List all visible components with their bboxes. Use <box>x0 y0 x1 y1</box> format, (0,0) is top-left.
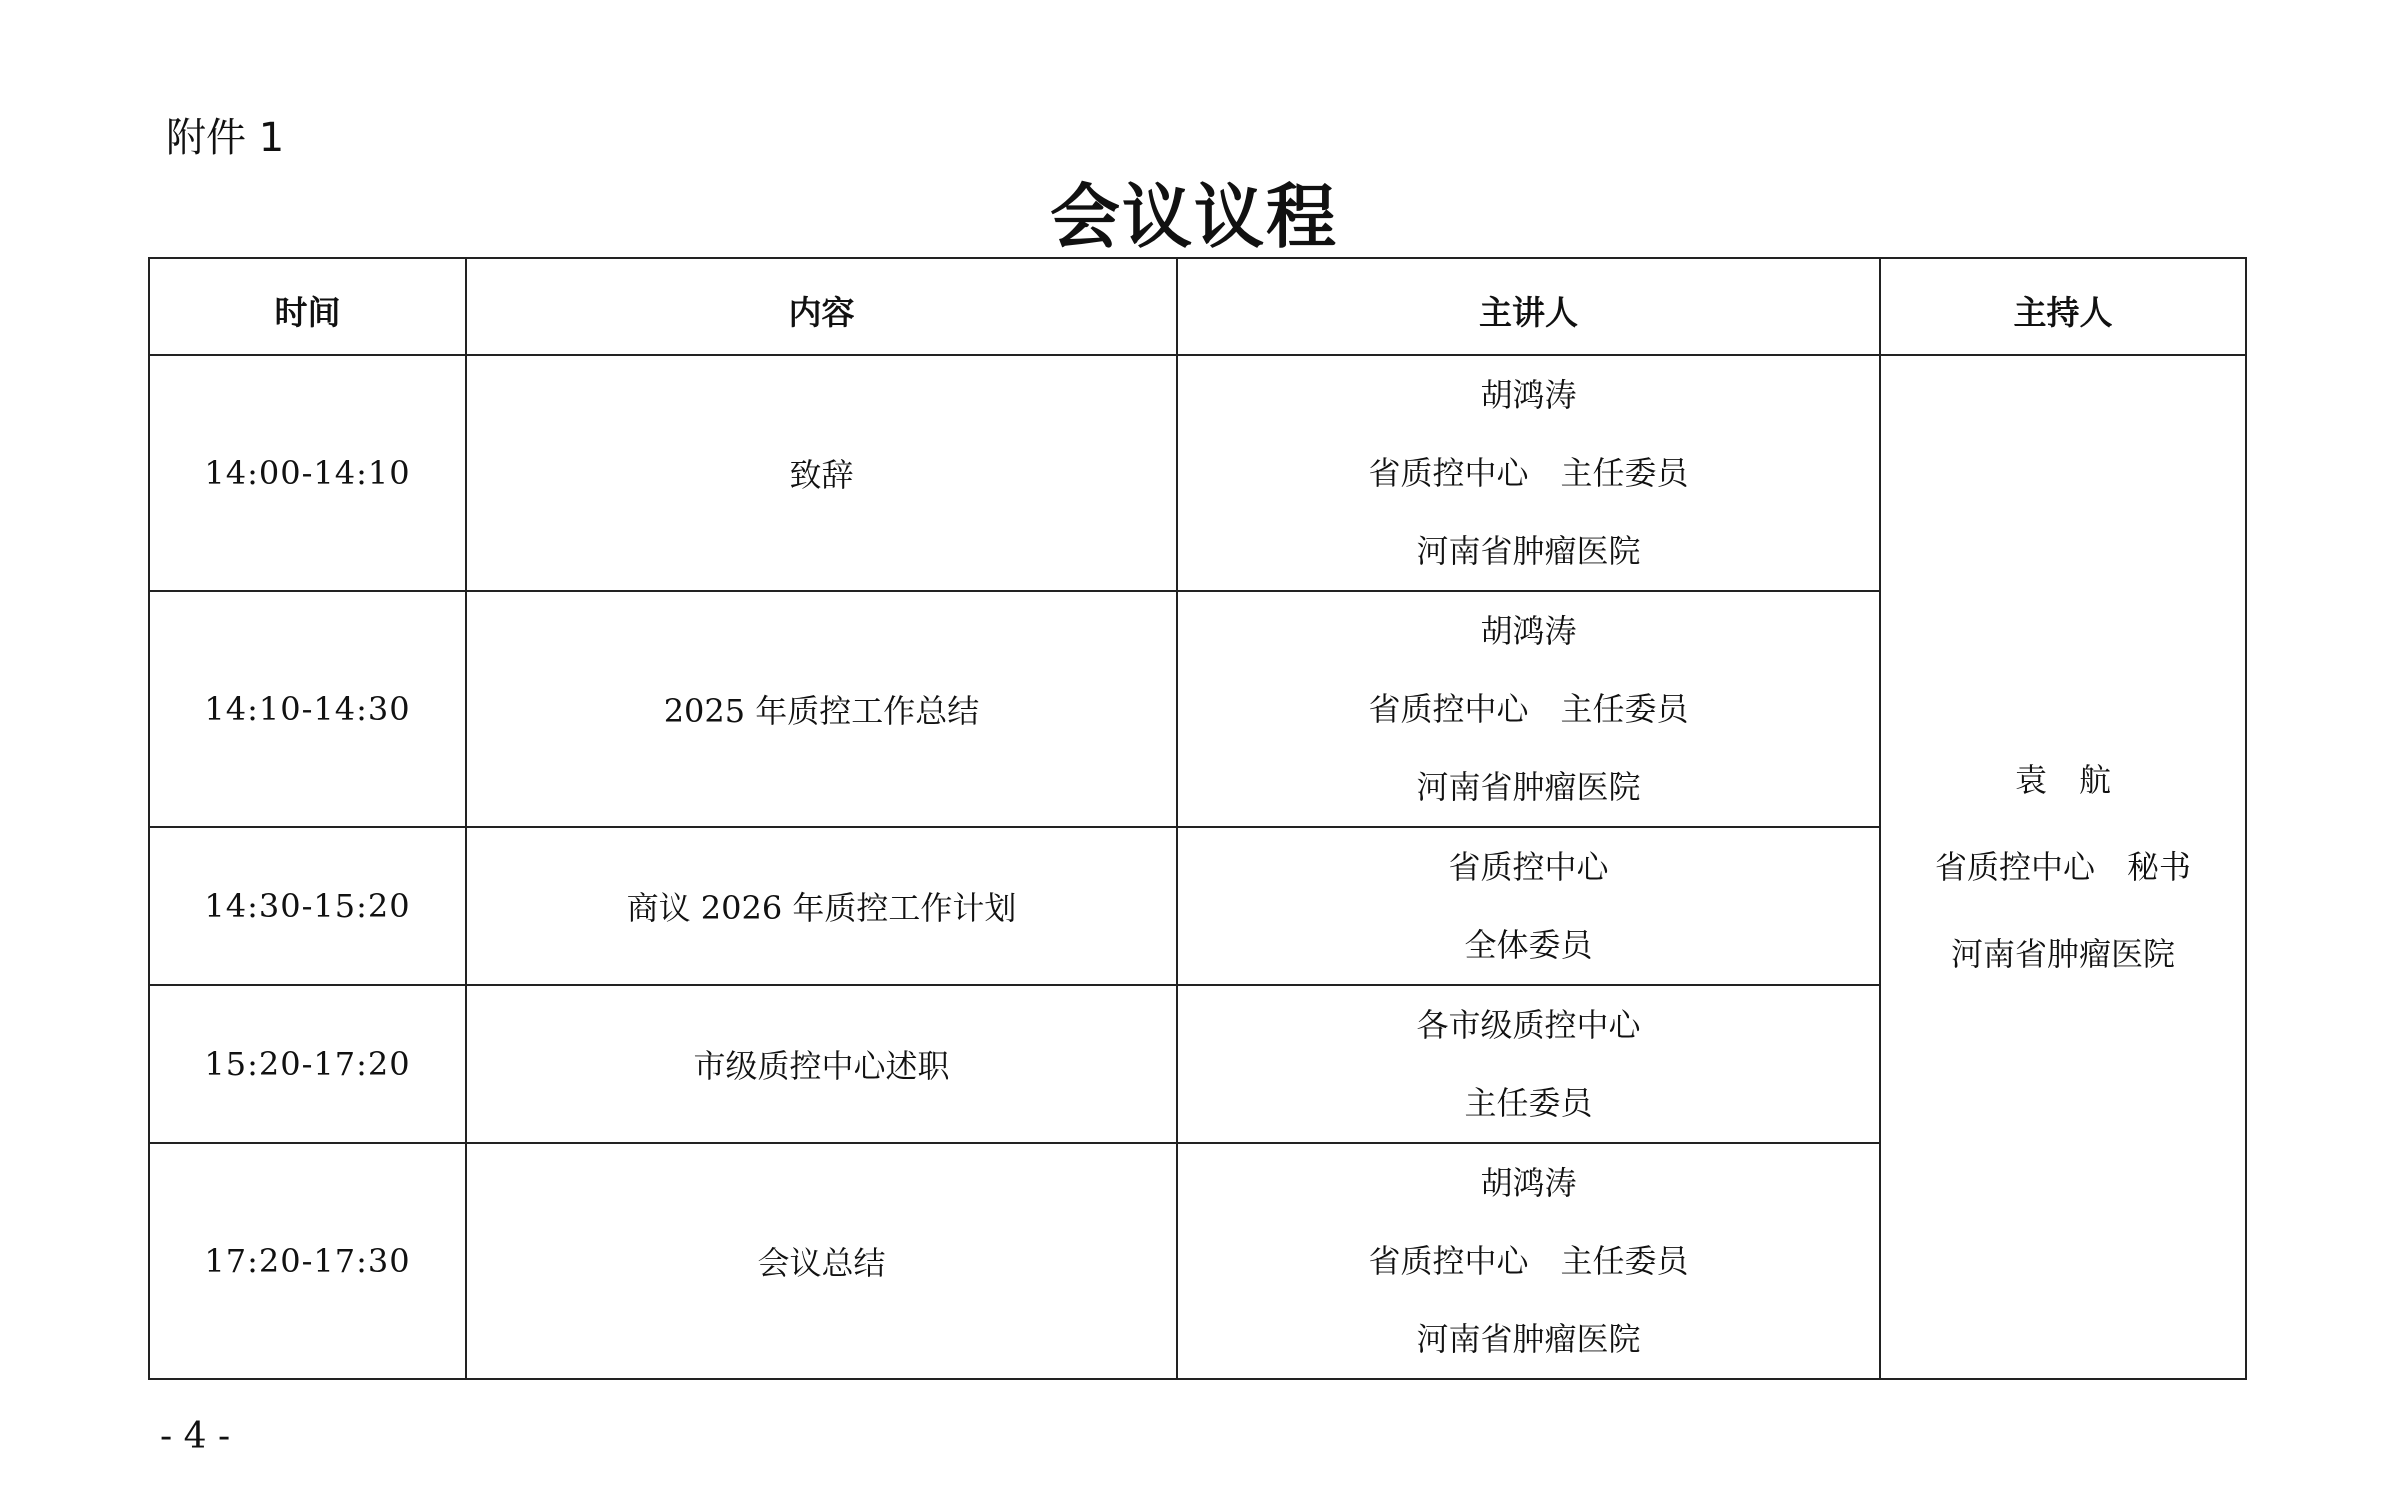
speaker-name: 胡鸿涛 <box>1480 1164 1577 1202</box>
speaker-name: 胡鸿涛 <box>1480 612 1577 650</box>
speaker-title: 主任委员 <box>1464 1084 1593 1122</box>
host-cell <box>1880 355 2246 1379</box>
table-row <box>149 355 2246 591</box>
content-cell: 致辞 <box>466 355 1177 591</box>
speaker-title: 省质控中心 主任委员 <box>1368 690 1689 728</box>
speaker-cell <box>1177 591 1880 827</box>
host-title: 省质控中心 秘书 <box>1934 847 2191 886</box>
speaker-title: 省质控中心 主任委员 <box>1368 454 1689 492</box>
time-cell: 17:20-17:30 <box>149 1143 466 1379</box>
speaker-organization: 河南省肿瘤医院 <box>1416 532 1641 570</box>
speaker-organization: 省质控中心 <box>1448 848 1609 886</box>
content-cell: 2025 年质控工作总结 <box>466 591 1177 827</box>
speaker-cell <box>1177 1143 1880 1379</box>
host-organization: 河南省肿瘤医院 <box>1950 934 2175 973</box>
speaker-title: 省质控中心 主任委员 <box>1368 1242 1689 1280</box>
time-cell: 14:00-14:10 <box>149 355 466 591</box>
speaker-cell <box>1177 827 1880 985</box>
time-cell: 14:10-14:30 <box>149 591 466 827</box>
speaker-organization: 河南省肿瘤医院 <box>1416 768 1641 806</box>
host-name: 袁 航 <box>2014 760 2111 799</box>
content-cell: 会议总结 <box>466 1143 1177 1379</box>
agenda-table <box>148 257 2247 1380</box>
page-number: - 4 - <box>160 1416 231 1457</box>
header-host: 主持人 <box>1880 258 2246 355</box>
speaker-title: 全体委员 <box>1464 926 1593 964</box>
speaker-cell <box>1177 355 1880 591</box>
content-cell: 市级质控中心述职 <box>466 985 1177 1143</box>
table-header-row <box>149 258 2246 355</box>
content-cell: 商议 2026 年质控工作计划 <box>466 827 1177 985</box>
header-content: 内容 <box>466 258 1177 355</box>
time-cell: 15:20-17:20 <box>149 985 466 1143</box>
attachment-label: 附件 1 <box>166 115 285 161</box>
speaker-cell <box>1177 985 1880 1143</box>
header-speaker: 主讲人 <box>1177 258 1880 355</box>
document-title: 会议议程 <box>1050 175 1338 258</box>
speaker-organization: 各市级质控中心 <box>1416 1006 1641 1044</box>
speaker-organization: 河南省肿瘤医院 <box>1416 1320 1641 1358</box>
time-cell: 14:30-15:20 <box>149 827 466 985</box>
header-time: 时间 <box>149 258 466 355</box>
speaker-name: 胡鸿涛 <box>1480 376 1577 414</box>
